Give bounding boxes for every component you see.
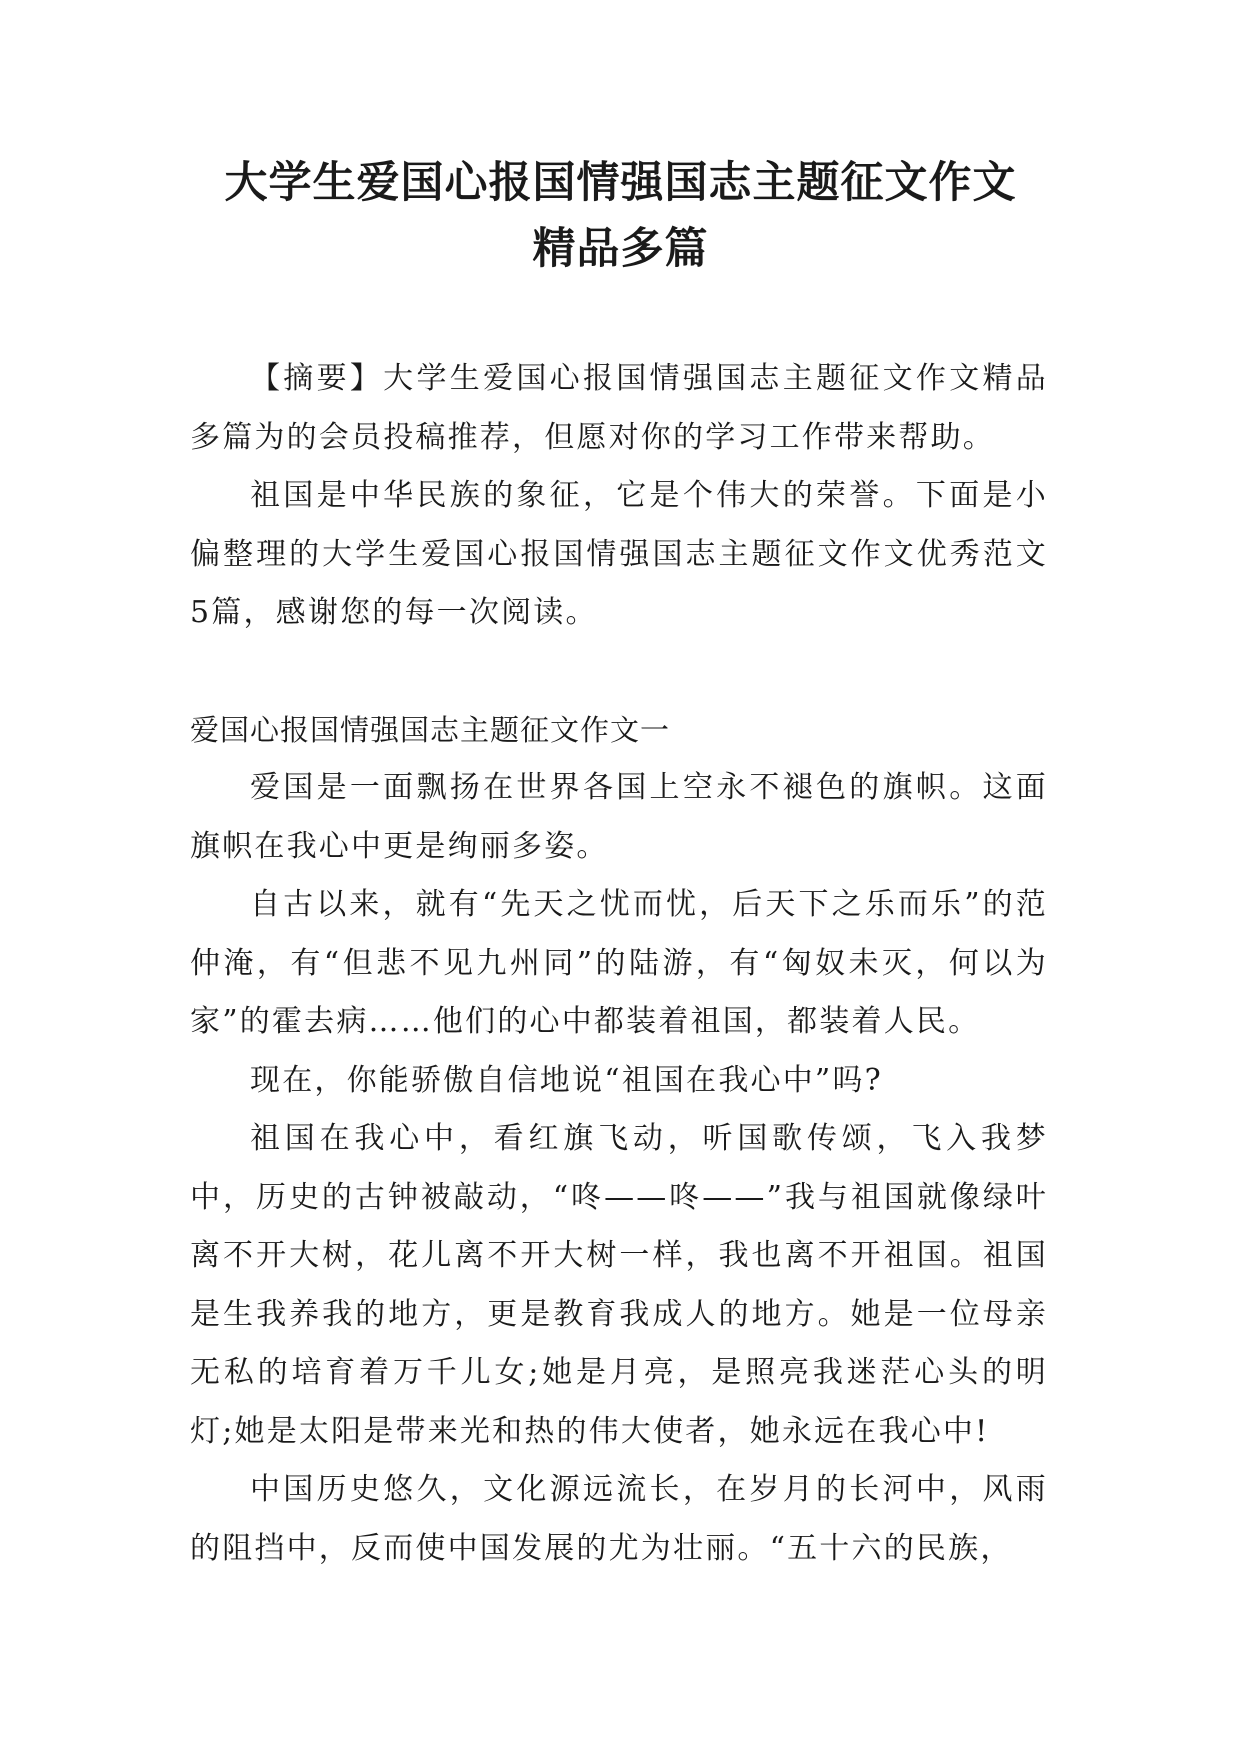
document-body <box>190 350 1048 1578</box>
body-paragraph: 自古以来，就有“先天之忧而忧，后天下之乐而乐”的范仲淹，有“但悲不见九州同”的陆游，有“匈奴未灭，何以为家”的霍去病……他们的心中都装着祖国，都装着人民。 <box>190 887 1048 1039</box>
abstract-paragraph: 【摘要】大学生爱国心报国情强国志主题征文作文精品多篇为的会员投稿推荐，但愿对你的学习工作带来帮助。 <box>190 361 1048 455</box>
section-heading: 爱国心报国情强国志主题征文作文一 <box>190 712 671 747</box>
body-paragraph: 爱国是一面飘扬在世界各国上空永不褪色的旗帜。这面旗帜在我心中更是绚丽多姿。 <box>190 770 1048 864</box>
body-paragraph: 祖国在我心中，看红旗飞动，听国歌传颂，飞入我梦中，历史的古钟被敲动，“咚——咚——”我与祖国就像绿叶离不开大树，花儿离不开大树一样，我也离不开祖国。祖国是生我养我的地方，更是教育我成人的地方。她是一位母亲无私的培育着万千儿女;她是月亮，是照亮我迷茫心头的明灯;她是太阳是带来光和热的伟大使者，她永远在我心中! <box>190 1121 1048 1449</box>
intro-paragraph: 祖国是中华民族的象征，它是个伟大的荣誉。下面是小偏整理的大学生爱国心报国情强国志主题征文作文优秀范文5篇，感谢您的每一次阅读。 <box>190 478 1048 630</box>
title-line-2: 精品多篇 <box>532 224 709 274</box>
body-paragraph: 中国历史悠久，文化源远流长，在岁月的长河中，风雨的阻挡中，反而使中国发展的尤为壮丽。“五十六的民族， <box>190 1472 1048 1566</box>
section-spacer <box>190 643 1048 701</box>
body-paragraph: 现在，你能骄傲自信地说“祖国在我心中”吗? <box>250 1062 883 1098</box>
title-line-1: 大学生爱国心报国情强国志主题征文作文 <box>224 158 1017 208</box>
document-title <box>150 150 1091 282</box>
